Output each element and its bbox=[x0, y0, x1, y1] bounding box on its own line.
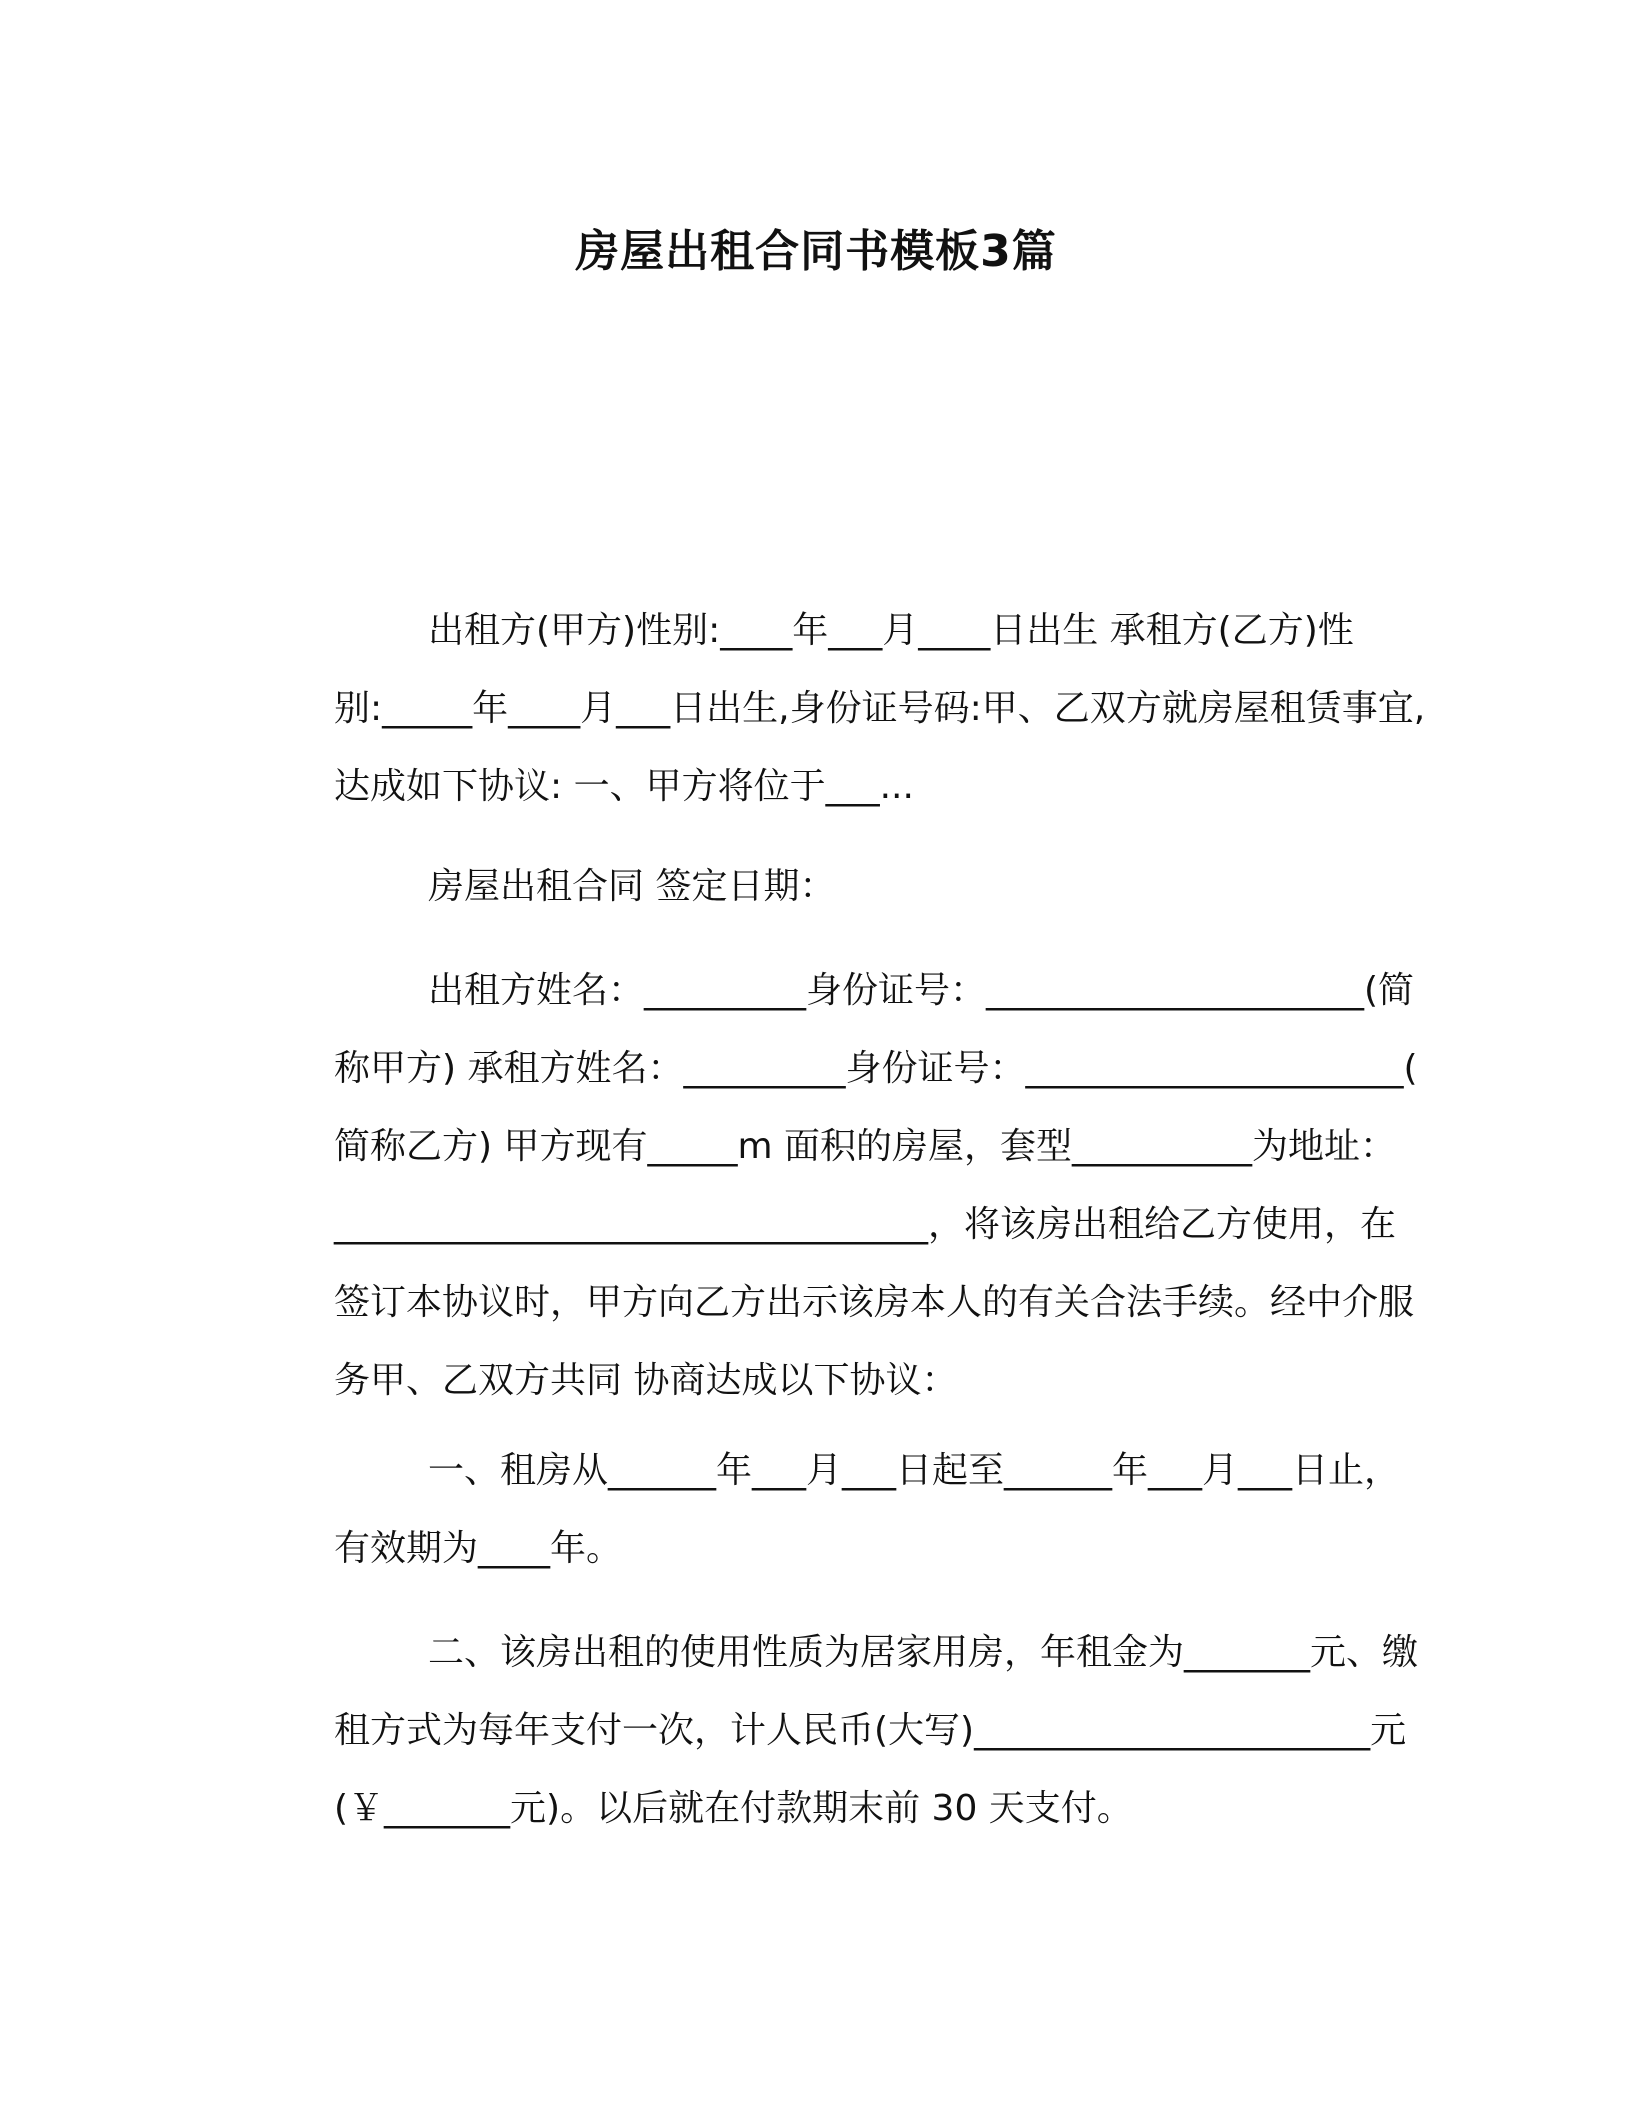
clause-1-paragraph bbox=[240, 1432, 1400, 1588]
summary-line: 出租方(甲方)性别:____年___月____日出生 承租方(乙方)性 bbox=[428, 610, 1354, 651]
clause-2-line: 租方式为每年支付一次，计人民币(大写)______________________元 bbox=[334, 1710, 1407, 1751]
parties-line: _________________________________，将该房出租给乙方使用，在 bbox=[334, 1204, 1397, 1245]
clause-1-line: 有效期为____年。 bbox=[334, 1528, 623, 1569]
contract-heading: 房屋出租合同 签定日期： bbox=[428, 866, 836, 907]
clause-1-line: 一、租房从______年___月___日起至______年___月___日止， bbox=[428, 1450, 1401, 1491]
summary-line: 别:_____年____月___日出生,身份证号码:甲、乙双方就房屋租赁事宜, bbox=[334, 688, 1426, 729]
summary-line: 达成如下协议: 一、甲方将位于___... bbox=[334, 766, 914, 807]
document-title: 房屋出租合同书模板3篇 bbox=[575, 226, 1057, 277]
clause-2-paragraph bbox=[240, 1614, 1419, 1848]
clause-2-line: (￥_______元)。以后就在付款期末前 30 天支付。 bbox=[334, 1788, 1133, 1829]
parties-line: 简称乙方) 甲方现有_____m 面积的房屋，套型__________为地址： bbox=[334, 1126, 1397, 1167]
clause-2-line: 二、该房出租的使用性质为居家用房，年租金为_______元、缴 bbox=[428, 1632, 1419, 1673]
parties-line: 出租方姓名：_________身份证号：_____________________(简 bbox=[428, 970, 1415, 1011]
parties-line: 务甲、乙双方共同 协商达成以下协议： bbox=[334, 1360, 958, 1401]
summary-paragraph bbox=[240, 592, 1426, 826]
parties-line: 签订本协议时，甲方向乙方出示该房本人的有关合法手续。经中介服 bbox=[334, 1282, 1415, 1323]
parties-line: 称甲方) 承租方姓名：_________身份证号：_____________________( bbox=[334, 1048, 1418, 1089]
parties-paragraph bbox=[240, 952, 1418, 1420]
contract-heading-paragraph bbox=[240, 848, 1400, 926]
